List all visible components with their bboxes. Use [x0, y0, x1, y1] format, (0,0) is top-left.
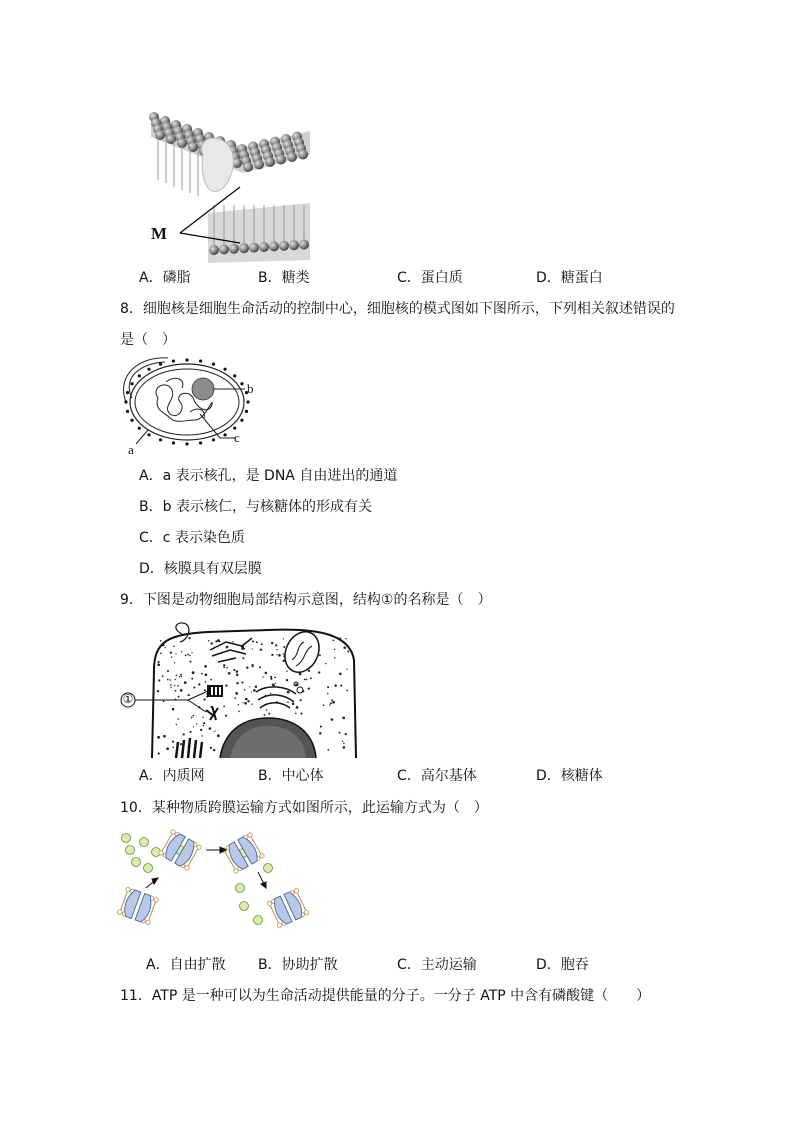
- q7-option-b[interactable]: B．糖类: [258, 270, 310, 286]
- q7-option-c[interactable]: C．蛋白质: [397, 270, 463, 286]
- q10-option-b[interactable]: B．协助扩散: [258, 957, 338, 973]
- membrane-protein: [202, 138, 234, 191]
- nucleus-figure: [120, 358, 270, 458]
- nucleus-label-c: c: [234, 430, 240, 445]
- q8-stem-line2: 是（ ）: [120, 332, 176, 348]
- nucleus-label-b: b: [247, 381, 254, 396]
- q10-option-d[interactable]: D．胞吞: [536, 957, 589, 973]
- q8-option-d[interactable]: D．核膜具有双层膜: [139, 561, 262, 577]
- q10-option-a[interactable]: A．自由扩散: [146, 957, 226, 973]
- q9-option-d[interactable]: D．核糖体: [536, 768, 603, 784]
- animal-cell-figure: [118, 620, 363, 760]
- nucleolus: [192, 378, 214, 400]
- q9-option-b[interactable]: B．中心体: [258, 768, 324, 784]
- q10-option-c[interactable]: C．主动运输: [397, 957, 477, 973]
- centriole: [206, 686, 222, 720]
- q11-stem: 11．ATP 是一种可以为生命活动提供能量的分子。一分子 ATP 中含有磷酸键（ ）: [120, 988, 651, 1004]
- fig1-label-m: M: [151, 224, 168, 243]
- cell-label-1: ①: [122, 692, 134, 706]
- q8-option-b[interactable]: B．b 表示核仁，与核糖体的形成有关: [139, 499, 372, 515]
- q9-option-c[interactable]: C．高尔基体: [397, 768, 477, 784]
- q8-option-c[interactable]: C．c 表示染色质: [139, 530, 245, 546]
- q9-option-a[interactable]: A．内质网: [139, 768, 205, 784]
- q9-stem: 9．下图是动物细胞局部结构示意图，结构①的名称是（ ）: [120, 592, 492, 608]
- q7-option-a[interactable]: A．磷脂: [139, 270, 191, 286]
- membrane-figure: [148, 95, 313, 265]
- q10-stem: 10．某种物质跨膜运输方式如图所示，此运输方式为（ ）: [120, 800, 488, 816]
- q7-option-d[interactable]: D．糖蛋白: [536, 270, 603, 286]
- transport-figure: [118, 828, 318, 948]
- q8-stem-line1: 8．细胞核是细胞生命活动的控制中心，细胞核的模式图如下图所示，下列相关叙述错误的: [120, 301, 675, 317]
- q8-option-a[interactable]: A．a 表示核孔，是 DNA 自由进出的通道: [139, 468, 398, 484]
- nucleus-label-a: a: [128, 442, 134, 457]
